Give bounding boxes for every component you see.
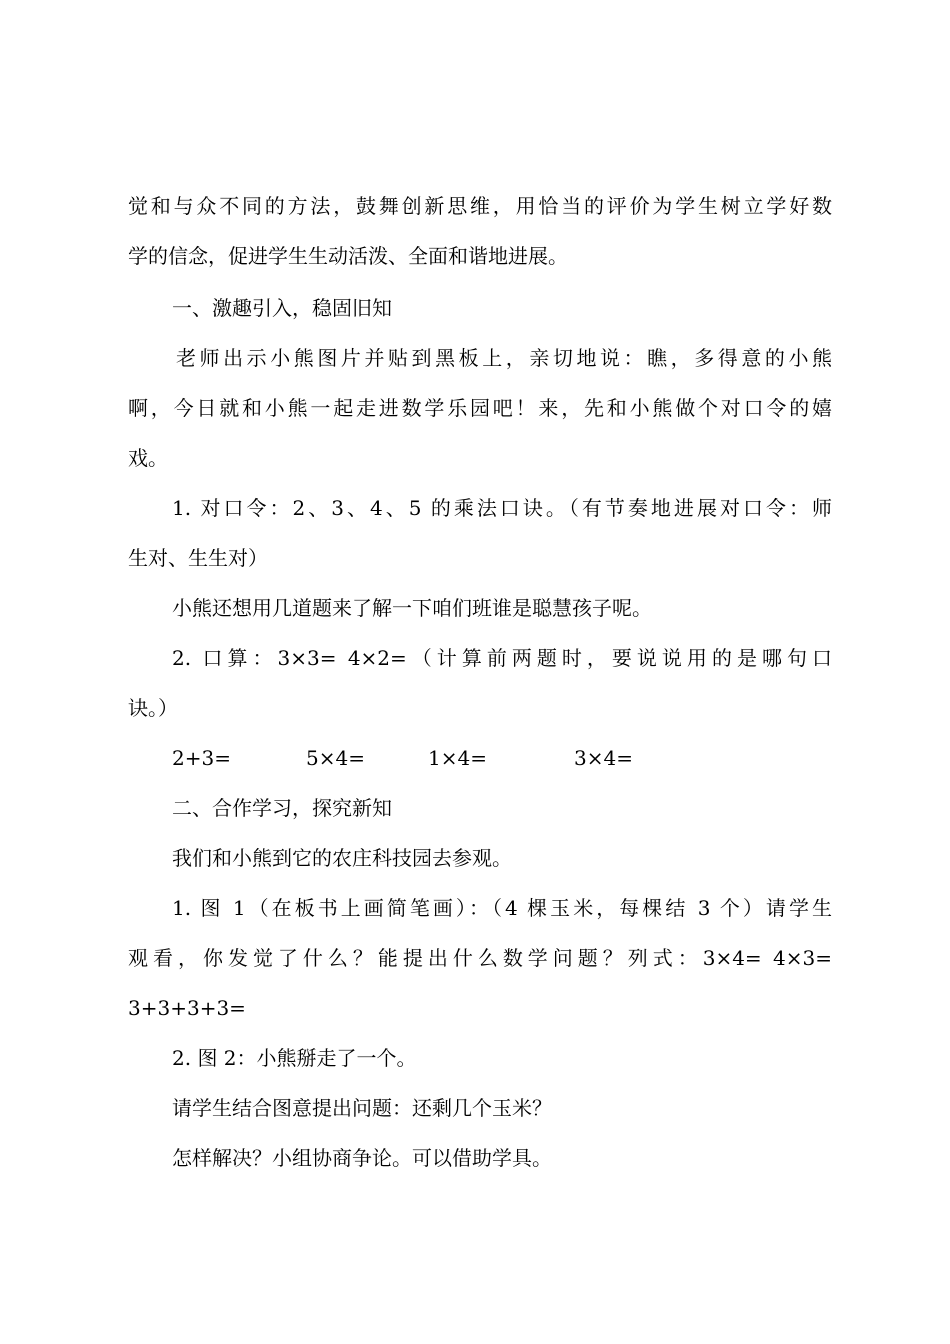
paragraph-line: 啊，今日就和小熊一起走进数学乐园吧！来，先和小熊做个对口令的嬉 <box>128 396 832 420</box>
paragraph-line: 老师出示小熊图片并贴到黑板上，亲切地说：瞧，多得意的小熊 <box>176 346 832 370</box>
calc-item: 1×4= <box>428 746 487 770</box>
paragraph-line: 觉和与众不同的方法，鼓舞创新思维，用恰当的评价为学生树立学好数 <box>128 194 832 218</box>
paragraph-line: 诀。） <box>128 696 178 720</box>
paragraph-line: 2. 图 2：小熊掰走了一个。 <box>172 1046 417 1070</box>
paragraph-line: 请学生结合图意提出问题：还剩几个玉米？ <box>172 1096 552 1120</box>
calc-item: 3×4= <box>574 746 633 770</box>
paragraph-line: 2. 口算：3×3= 4×2=（计算前两题时，要说说用的是哪句口 <box>172 646 832 670</box>
section-heading: 一、激趣引入，稳固旧知 <box>172 296 392 320</box>
calc-item: 2+3= <box>172 746 231 770</box>
paragraph-line: 戏。 <box>128 446 168 470</box>
section-heading: 二、合作学习，探究新知 <box>172 796 392 820</box>
paragraph-line: 怎样解决？小组协商争论。可以借助学具。 <box>172 1146 552 1170</box>
paragraph-line: 1. 图 1（在板书上画简笔画）：（4 棵玉米，每棵结 3 个）请学生 <box>172 896 832 920</box>
paragraph-line: 观看，你发觉了什么？能提出什么数学问题？列式：3×4= 4×3= <box>128 946 832 970</box>
paragraph-line: 我们和小熊到它的农庄科技园去参观。 <box>172 846 512 870</box>
paragraph-line: 学的信念，促进学生生动活泼、全面和谐地进展。 <box>128 244 568 268</box>
paragraph-line: 3+3+3+3= <box>128 996 246 1020</box>
paragraph-line: 生对、生生对） <box>128 546 268 570</box>
paragraph-line: 1. 对口令：2、3、4、5 的乘法口诀。（有节奏地进展对口令：师 <box>172 496 832 520</box>
calc-item: 5×4= <box>306 746 365 770</box>
paragraph-line: 小熊还想用几道题来了解一下咱们班谁是聪慧孩子呢。 <box>172 596 652 620</box>
